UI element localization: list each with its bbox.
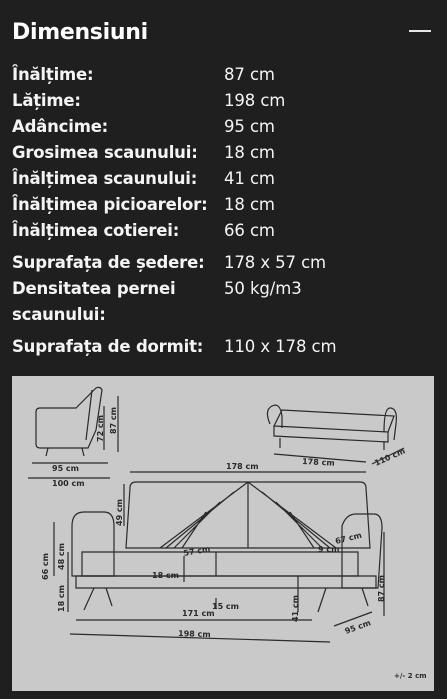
spec-label: Suprafața de dormit: (12, 337, 204, 356)
spec-row (12, 334, 432, 360)
height-48-label: 48 cm (57, 543, 66, 570)
spec-value: 41 cm (224, 169, 275, 188)
spec-value (224, 302, 432, 328)
side-height-87-label: 87 cm (109, 407, 118, 434)
back-height-label: 49 cm (115, 499, 124, 526)
seat-width-label: 178 cm (226, 462, 259, 471)
spec-value: 87 cm (224, 65, 275, 84)
spec-value: 50 kg/m3 (224, 279, 302, 298)
spec-label: scaunului: (12, 305, 106, 324)
spec-value: 18 cm (224, 143, 275, 162)
total-height-label: 87 cm (377, 575, 386, 602)
spec-value: 198 cm (224, 91, 286, 110)
spec-row (12, 302, 432, 328)
minus-icon (409, 30, 431, 32)
spec-label: Grosimea scaunului: (12, 143, 198, 162)
spec-value: 110 x 178 cm (224, 337, 337, 356)
section-header (12, 20, 435, 52)
seat-depth-label: 57 cm (182, 544, 211, 558)
arm-width-label: 9 cm (318, 545, 340, 554)
inner-width-label: 171 cm (182, 609, 215, 618)
spec-value: 18 cm (224, 195, 275, 214)
spec-row (12, 276, 432, 302)
cushion-gap-label: 15 cm (212, 602, 239, 611)
spec-label: Înălțimea cotierei: (12, 221, 180, 240)
spec-row (12, 140, 432, 166)
spec-row (12, 62, 432, 88)
section-title: Dimensiuni (12, 20, 148, 45)
spec-label: Densitatea pernei (12, 279, 176, 298)
bed-width-label: 110 cm (373, 446, 407, 468)
side-depth-label: 95 cm (52, 464, 79, 473)
leg-height-label: 18 cm (57, 585, 66, 612)
spec-label: Adâncime: (12, 117, 109, 136)
spec-row (12, 218, 432, 244)
spec-label: Înălțime: (12, 65, 94, 84)
spec-row (12, 166, 432, 192)
spec-label: Înălțimea scaunului: (12, 169, 198, 188)
dimensions-table (12, 62, 432, 360)
tolerance-label: +/- 2 cm (394, 672, 427, 680)
seat-height-label: 41 cm (291, 595, 300, 622)
spec-row (12, 192, 432, 218)
spec-row (12, 88, 432, 114)
collapse-button[interactable] (403, 20, 435, 44)
spec-value: 95 cm (224, 117, 275, 136)
spec-value: 178 x 57 cm (224, 253, 327, 272)
spec-label: Înălțimea picioarelor: (12, 195, 208, 214)
dimension-diagram (12, 376, 434, 691)
spec-row (12, 250, 432, 276)
side-height-72-label: 72 cm (96, 415, 105, 442)
seat-thickness-label: 18 cm (152, 571, 179, 580)
sofa-drawing (12, 376, 434, 691)
spec-label: Suprafața de ședere: (12, 253, 205, 272)
depth-label: 95 cm (343, 618, 373, 636)
total-width-label: 198 cm (177, 629, 211, 640)
arm-height-label: 66 cm (41, 553, 50, 580)
spec-value: 66 cm (224, 221, 275, 240)
arm-depth-label: 67 cm (334, 530, 363, 546)
side-depth-total-label: 100 cm (52, 479, 85, 488)
spec-label: Lățime: (12, 91, 81, 110)
bed-length-label: 178 cm (301, 457, 335, 468)
front-view-sofa (54, 472, 384, 642)
spec-row (12, 114, 432, 140)
